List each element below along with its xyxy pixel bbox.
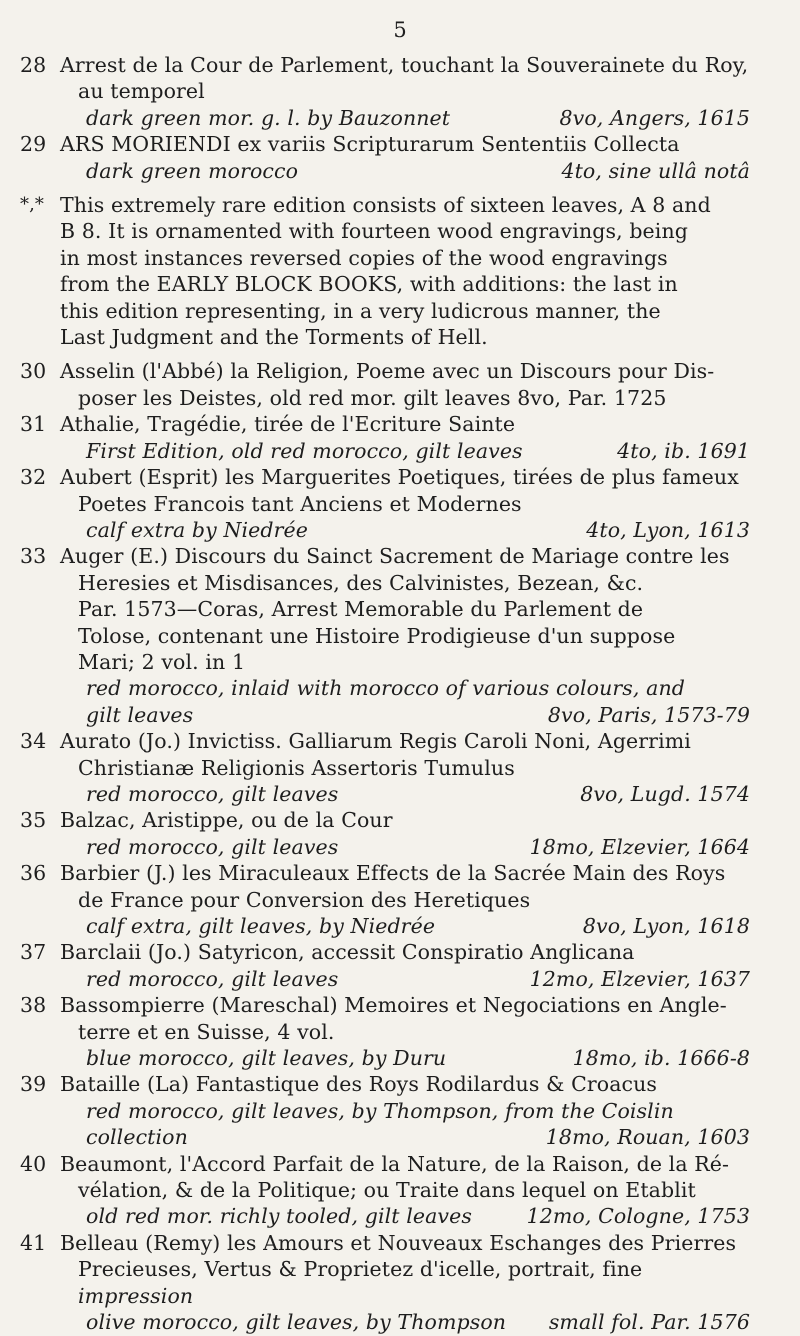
format-imprint: 8vo, Lyon, 1618 — [582, 914, 750, 938]
binding-row — [60, 834, 750, 860]
format-imprint: 12mo, Elzevier, 1637 — [529, 966, 750, 991]
title-line: poser les Deistes, old red mor. gilt leaves 8vo, Par. 1725 — [78, 385, 667, 410]
title-line: impression — [78, 1283, 194, 1308]
catalogue-entry-30 — [20, 358, 750, 411]
title-line: terre et en Suisse, 4 vol. — [78, 1019, 335, 1044]
format-imprint: 18mo, Elzevier, 1664 — [529, 834, 750, 859]
title-line: Heresies et Misdisances, des Calvinistes, Bezean, &c. — [78, 570, 644, 595]
binding-row — [60, 1203, 750, 1229]
catalogue-entry-34 — [20, 728, 750, 807]
format-imprint: 8vo, Lugd. 1574 — [580, 781, 750, 806]
binding: calf extra, gilt leaves, by Niedrée — [86, 914, 436, 938]
bibliographic-note — [20, 192, 750, 350]
title-line: de France pour Conversion des Heretiques — [78, 887, 531, 912]
lot-number: 38 — [20, 993, 47, 1018]
format-imprint: 12mo, Cologne, 1753 — [526, 1204, 750, 1229]
binding-row — [60, 966, 750, 992]
binding: First Edition, old red morocco, gilt leaves — [86, 438, 523, 463]
title-line: Poetes Francois tant Anciens et Modernes — [78, 491, 522, 516]
catalogue-entry-40 — [20, 1151, 750, 1230]
catalogue-entry-37 — [20, 939, 750, 992]
binding: dark green morocco — [86, 158, 299, 183]
lot-number: 39 — [20, 1072, 47, 1097]
binding: calf extra by Niedrée — [86, 517, 308, 542]
binding: olive morocco, gilt leaves, by Thompson — [86, 1310, 507, 1335]
title-line: Tolose, contenant une Histoire Prodigieuse d'un suppose — [78, 623, 676, 648]
binding: dark green mor. g. l. by Bauzonnet — [86, 105, 451, 130]
title-line: Par. 1573—Coras, Arrest Memorable du Parlement de — [78, 597, 644, 622]
binding-row — [60, 1309, 750, 1335]
binding: red morocco, gilt leaves — [86, 834, 339, 859]
page-number: 5 — [393, 18, 407, 42]
lot-number: 31 — [20, 412, 47, 437]
title-line: Balzac, Aristippe, ou de la Cour — [60, 808, 393, 833]
title-line: Bataille (La) Fantastique des Roys Rodilardus & Croacus — [60, 1072, 658, 1097]
binding: red morocco, gilt leaves — [86, 966, 339, 991]
lot-number: 32 — [20, 465, 47, 490]
lot-number: 41 — [20, 1230, 47, 1255]
title-line: Precieuses, Vertus & Proprietez d'icelle, portrait, fine — [78, 1257, 643, 1282]
note-line: This extremely rare edition consists of sixteen leaves, A 8 and — [60, 193, 711, 218]
format-imprint: 8vo, Paris, 1573-79 — [547, 702, 750, 727]
binding-row — [60, 1045, 750, 1071]
title-line: au temporel — [78, 79, 205, 104]
format-imprint: 18mo, ib. 1666-8 — [572, 1046, 750, 1071]
title-line: Beaumont, l'Accord Parfait de la Nature, de la Raison, de la Ré- — [60, 1151, 730, 1176]
format-imprint: 18mo, Rouan, 1603 — [545, 1125, 750, 1150]
lot-number: 36 — [20, 861, 47, 886]
title-line: Arrest de la Cour de Parlement, touchant la Souverainete du Roy, — [60, 53, 749, 77]
lot-number: 40 — [20, 1151, 47, 1176]
lot-number: 29 — [20, 132, 47, 157]
catalogue-entry-31 — [20, 411, 750, 464]
title-line: Barbier (J.) les Miraculeaux Effects de la Sacrée Main des Roys — [60, 861, 726, 886]
note-line: in most instances reversed copies of the wood engravings — [60, 245, 668, 270]
title-line: Barclaii (Jo.) Satyricon, accessit Conspiratio Anglicana — [60, 940, 635, 965]
lot-number: 33 — [20, 544, 47, 569]
note-line: from the EARLY BLOCK BOOKS, with additions: the last in — [60, 272, 678, 297]
title-line: ARS MORIENDI ex variis Scripturarum Sententiis Collecta — [60, 132, 680, 157]
catalogue-entry-36 — [20, 860, 750, 939]
catalogue-entry-28 — [20, 52, 750, 131]
title-line: red morocco, inlaid with morocco of various colours, and — [86, 676, 685, 701]
binding-row — [60, 702, 750, 728]
title-line: Bassompierre (Mareschal) Memoires et Negociations en Angle- — [60, 993, 727, 1018]
title-line: Christianæ Religionis Assertoris Tumulus — [78, 755, 515, 780]
binding: blue morocco, gilt leaves, by Duru — [86, 1046, 447, 1071]
title-line: Asselin (l'Abbé) la Religion, Poeme avec un Discours pour Dis- — [60, 359, 715, 384]
binding-row — [60, 158, 750, 184]
binding-row — [60, 781, 750, 807]
catalogue-entry-39 — [20, 1071, 750, 1150]
title-line: Aurato (Jo.) Invictiss. Galliarum Regis Caroli Noni, Agerrimi — [60, 729, 691, 754]
note-line: this edition representing, in a very ludicrous manner, the — [60, 298, 661, 323]
lot-number: 34 — [20, 729, 47, 754]
title-line: Athalie, Tragédie, tirée de l'Ecriture Sainte — [60, 412, 516, 437]
title-line: red morocco, gilt leaves, by Thompson, from the Coislin — [86, 1098, 674, 1123]
catalogue-entry-35 — [20, 807, 750, 860]
title-line: Belleau (Remy) les Amours et Nouveaux Eschanges des Prierres — [60, 1230, 737, 1255]
format-imprint: small fol. Par. 1576 — [548, 1310, 750, 1335]
binding: red morocco, gilt leaves — [86, 781, 339, 806]
binding: old red mor. richly tooled, gilt leaves — [86, 1204, 472, 1229]
note-line: Last Judgment and the Torments of Hell. — [60, 325, 488, 350]
binding-row — [60, 517, 750, 543]
format-imprint: 8vo, Angers, 1615 — [559, 105, 750, 130]
format-imprint: 4to, Lyon, 1613 — [586, 517, 750, 542]
title-line: Auger (E.) Discours du Sainct Sacrement de Mariage contre les — [60, 544, 730, 569]
binding-row — [60, 105, 750, 131]
title-line: Aubert (Esprit) les Marguerites Poetiques, tirées de plus fameux — [60, 465, 739, 490]
catalogue-entry-38 — [20, 992, 750, 1071]
catalogue-entry-33 — [20, 543, 750, 728]
title-line: vélation, & de la Politique; ou Traite dans lequel on Etablit — [78, 1178, 696, 1203]
binding-row — [60, 913, 750, 939]
lot-number: 37 — [20, 940, 47, 965]
binding-row — [60, 1124, 750, 1150]
format-imprint: 4to, ib. 1691 — [617, 438, 750, 463]
lot-number: 35 — [20, 808, 47, 833]
format-imprint: 4to, sine ullâ notâ — [561, 158, 750, 183]
title-line: Mari; 2 vol. in 1 — [78, 649, 246, 674]
lot-number: 28 — [20, 53, 47, 77]
binding: gilt leaves — [86, 702, 194, 727]
note-line: B 8. It is ornamented with fourteen wood engravings, being — [60, 219, 688, 244]
lot-number: 30 — [20, 359, 47, 384]
catalogue-entry-29 — [20, 131, 750, 184]
catalogue-list — [20, 52, 750, 1336]
catalogue-entry-32 — [20, 464, 750, 543]
binding-row — [60, 438, 750, 464]
note-mark: *,* — [20, 194, 45, 216]
binding: collection — [86, 1125, 188, 1150]
